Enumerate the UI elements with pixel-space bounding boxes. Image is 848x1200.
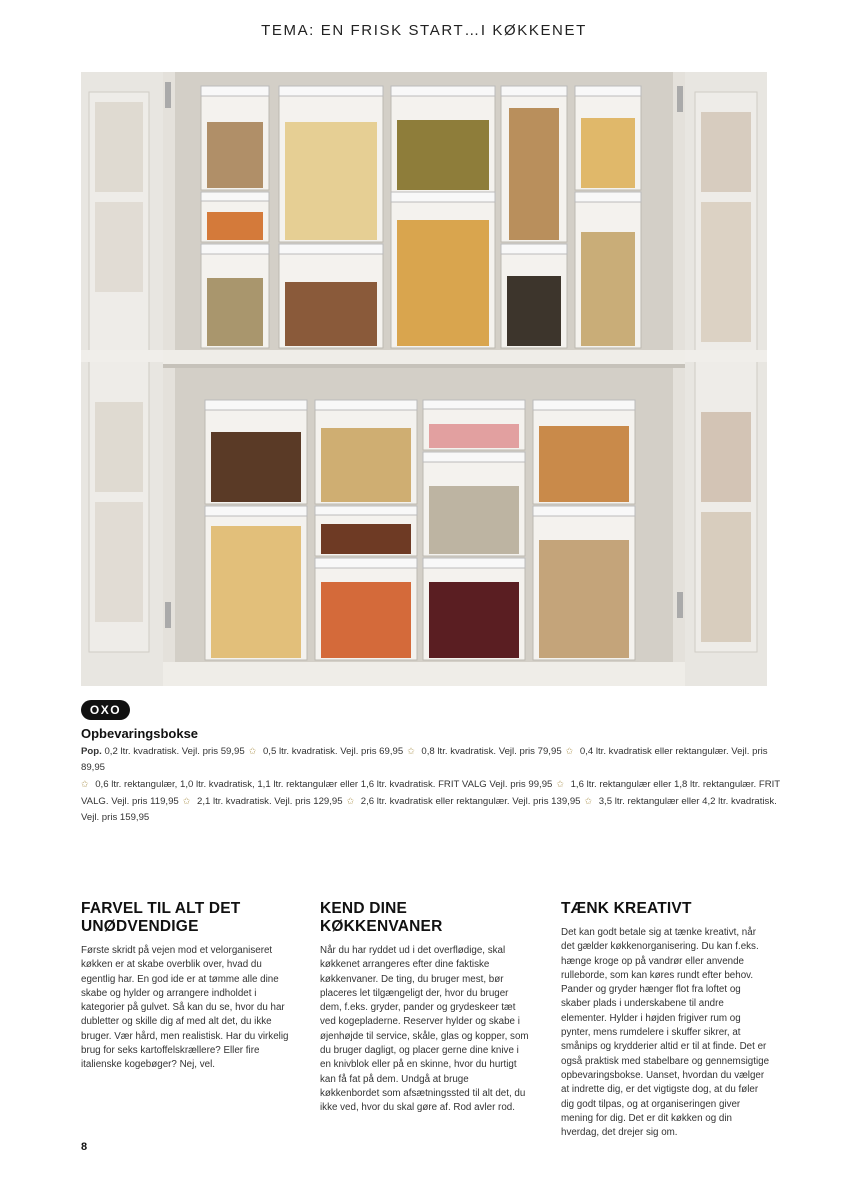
column-heading: FARVEL TIL ALT DET UNØDVENDIGE	[81, 900, 241, 935]
column-body: Første skridt på vejen mod et velorganiseret køkken er at skabe overblik over, hvad du egentlig har. En god ide er at tømme alle dine skabe og hylder og arrangere indholdet i kategorier på gulvet. Så kan du se, hvor du har dubletter og skille dig af med alt det, du ikke bruger. Vær hård, men realistisk. Har du virkelig brug for seks kartoffelskrællere? Eller fire italienske kogebøger? Nej, vel.	[81, 945, 289, 1071]
price-item: 2,6 ltr. kvadratisk eller rektangulær. Vejl. pris 139,95	[360, 796, 581, 807]
price-list	[81, 743, 781, 826]
star-icon: ✩	[248, 746, 257, 756]
article-column-1	[81, 900, 291, 1073]
page-header-title: TEMA: EN FRISK START…I KØKKENET	[261, 22, 587, 39]
product-title: Opbevaringsbokse	[81, 726, 199, 741]
star-icon: ✩	[584, 796, 593, 806]
price-item: 0,8 ltr. kvadratisk. Vejl. pris 79,95	[421, 746, 562, 757]
price-item: 0,4 ltr. kvadratisk eller rektangulær. Vejl. pris 89,95	[81, 746, 768, 773]
star-icon: ✩	[81, 779, 89, 789]
kitchen-cabinet-photo	[81, 72, 767, 686]
price-item: 0,2 ltr. kvadratisk. Vejl. pris 59,95	[104, 746, 245, 757]
star-icon: ✩	[556, 779, 564, 789]
column-body: Det kan godt betale sig at tænke kreativt, når det gælder køkkenorganisering. Du kan f.eks. hænge kroge op på vandrør eller anvende rulleborde, som kan køres rundt efter behov. Pander og gryder hænger flot fra loftet og skaber plads i underskabene til andre elementer. Hylder i højden frigiver rum og pynter, mens rumdelere i skuffer sikrer, at smånips og krydderier altid er til at finde. Det er også praktisk med stabelbare og gennemsigtige opbevaringsbokse. Uanset, hvordan du vælger at indrette dig, er det vigtigste dog, at du føler dig godt tilpas, og at organiseringen giver mening for dig. Det er dit køkken og din hverdag, det drejer sig om.	[561, 927, 770, 1139]
price-item: 2,1 ltr. kvadratisk. Vejl. pris 129,95	[197, 796, 343, 807]
column-heading: KEND DINE KØKKENVANER	[320, 900, 443, 935]
storage-containers-illustration	[81, 72, 767, 686]
oxo-logo: OXO	[81, 700, 130, 720]
star-icon: ✩	[182, 796, 191, 806]
star-icon: ✩	[346, 796, 355, 806]
price-list-lead: Pop.	[81, 746, 102, 757]
article-column-3	[561, 900, 771, 1140]
article-column-2	[320, 900, 530, 1116]
price-item: 1,6 ltr. rektangulær eller 1,8 ltr. rektangulær. FRIT VALG. Vejl. pris 119,95	[81, 779, 780, 807]
page-number: 8	[81, 1141, 88, 1153]
star-icon: ✩	[565, 746, 574, 756]
price-item: 0,5 ltr. kvadratisk. Vejl. pris 69,95	[262, 746, 404, 757]
price-item: 3,5 ltr. rektangulær eller 4,2 ltr. kvadratisk. Vejl. pris 159,95	[81, 796, 777, 823]
star-icon: ✩	[407, 746, 415, 756]
column-heading: TÆNK KREATIVT	[561, 900, 692, 917]
price-item: 0,6 ltr. rektangulær, 1,0 ltr. kvadratisk, 1,1 ltr. rektangulær eller 1,6 ltr. kvadratisk. FRIT VALG Vejl. pris 99,95	[95, 779, 553, 790]
column-body: Når du har ryddet ud i det overflødige, skal køkkenet arrangeres efter dine faktiske køkkenvaner. De ting, du bruger mest, bør placeres let tilgængeligt der, hvor du bruger dem, f.eks. gryder, pander og grydeskeer tæt ved kogepladerne. Reserver hylder og skabe i øjenhøjde til service, skåle, glas og kopper, som du bruger dagligt, og placer gerne dine knive i en knivblok eller på en skinne, hvor du hurtigt kan få fat på dem. Undgå at bruge køkkenbordet som afsætningssted til alt det, du ikke ved, hvor du skal gøre af. Rod avler rod.	[320, 945, 529, 1114]
